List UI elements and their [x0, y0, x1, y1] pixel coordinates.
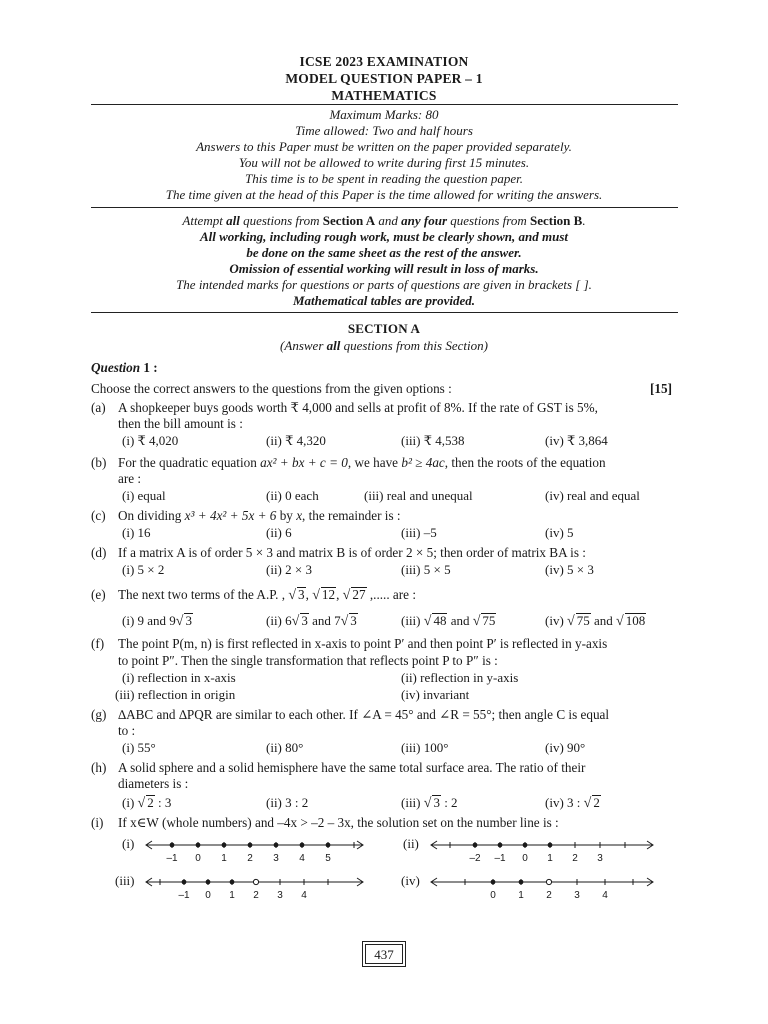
- solid-dot: [182, 880, 187, 885]
- solid-dot: [498, 843, 503, 848]
- solid-dot: [548, 843, 553, 848]
- solid-dot: [326, 843, 331, 848]
- divider: [91, 312, 678, 313]
- qd-option-3: (iii) 5 × 5: [401, 562, 451, 577]
- page-number-box: [362, 941, 406, 967]
- qd-text: If a matrix A is of order 5 × 3 and matrix B is of order 2 × 5; then order of matrix BA is :: [118, 545, 586, 560]
- qd-tag: (d): [91, 545, 107, 560]
- tick-label: 5: [325, 853, 331, 864]
- qc-option-3: (iii) –5: [401, 525, 437, 540]
- time-allowed: Time allowed: Two and half hours: [295, 123, 473, 138]
- tick-label: 3: [597, 853, 603, 864]
- tick-label: 1: [547, 853, 553, 864]
- qb-option-1: (i) equal: [122, 488, 166, 503]
- tick-label: 4: [299, 853, 305, 864]
- qc-text: On dividing x³ + 4x² + 5x + 6 by x, the remainder is :: [118, 508, 401, 523]
- number-line-1-label: (i): [122, 836, 135, 851]
- qa-text-1: A shopkeeper buys goods worth ₹ 4,000 and sells at profit of 8%. If the rate of GST is 5%,: [118, 400, 598, 415]
- qg-option-2: (ii) 80°: [266, 740, 304, 755]
- number-line-2: [427, 836, 657, 866]
- tick-label: 1: [518, 890, 524, 901]
- divider: [91, 207, 678, 208]
- instruction-4: Omission of essential working will result in loss of marks.: [229, 261, 539, 276]
- qb-option-4: (iv) real and equal: [545, 488, 640, 503]
- open-dot: [253, 879, 258, 884]
- qe-option-3: (iii) √ 48 and √ 75: [401, 613, 496, 629]
- solid-dot: [300, 843, 305, 848]
- tick-label: 0: [490, 890, 496, 901]
- tick-label: –1: [494, 853, 506, 864]
- number-line-4: [427, 873, 657, 903]
- qe-tag: (e): [91, 587, 106, 602]
- qg-text-2: to :: [118, 723, 136, 738]
- qc-option-4: (iv) 5: [545, 525, 574, 540]
- instruction-6: Mathematical tables are provided.: [293, 293, 475, 308]
- qh-option-4: (iv) 3 : √ 2: [545, 795, 600, 811]
- solid-dot: [519, 880, 524, 885]
- qe-text: The next two terms of the A.P. , √ 3, √ 12, √ 27 ,..... are :: [118, 587, 416, 603]
- paper-title: MODEL QUESTION PAPER – 1: [285, 71, 483, 86]
- qa-tag: (a): [91, 400, 106, 415]
- number-line-1: [142, 836, 367, 866]
- qg-option-3: (iii) 100°: [401, 740, 449, 755]
- solid-dot: [274, 843, 279, 848]
- qf-option-4: (iv) invariant: [401, 687, 470, 702]
- tick-label: 4: [301, 890, 307, 901]
- answers-note: Answers to this Paper must be written on the paper provided separately.: [196, 139, 572, 154]
- qb-option-3: (iii) real and unequal: [364, 488, 473, 503]
- tick-label: 4: [602, 890, 608, 901]
- solid-dot: [196, 843, 201, 848]
- solid-dot: [170, 843, 175, 848]
- qg-text-1: ∆ABC and ∆PQR are similar to each other. If ∠A = 45° and ∠R = 55°; then angle C is equal: [118, 707, 610, 722]
- tick-label: 1: [221, 853, 227, 864]
- number-line-3: [142, 873, 367, 903]
- qf-text-1: The point P(m, n) is first reflected in x-axis to point P′ and then point P′ is reflected in y-axis: [118, 636, 608, 651]
- qd-option-4: (iv) 5 × 3: [545, 562, 594, 577]
- question-label: Question 1 :: [91, 360, 158, 375]
- number-line-3-label: (iii): [115, 873, 135, 888]
- max-marks: Maximum Marks: 80: [329, 107, 439, 122]
- qg-tag: (g): [91, 707, 107, 722]
- instruction-1: Attempt all questions from Section A and any four questions from Section B.: [182, 213, 586, 228]
- qf-option-2: (ii) reflection in y-axis: [401, 670, 519, 685]
- solid-dot: [523, 843, 528, 848]
- tick-label: 3: [574, 890, 580, 901]
- tick-label: 0: [205, 890, 211, 901]
- open-dot: [546, 879, 551, 884]
- qi-text: If x∈W (whole numbers) and –4x > –2 – 3x, the solution set on the number line is :: [118, 815, 559, 830]
- solid-dot: [230, 880, 235, 885]
- qf-option-3: (iii) reflection in origin: [115, 687, 236, 702]
- not-allowed-note: You will not be allowed to write during first 15 minutes.: [238, 155, 530, 170]
- tick-label: –1: [178, 890, 190, 901]
- qd-option-1: (i) 5 × 2: [122, 562, 165, 577]
- tick-label: –2: [469, 853, 481, 864]
- question-marks: [15]: [650, 381, 672, 396]
- qc-option-1: (i) 16: [122, 525, 151, 540]
- solid-dot: [491, 880, 496, 885]
- qf-option-1: (i) reflection in x-axis: [122, 670, 236, 685]
- qb-text-1: For the quadratic equation ax² + bx + c = 0, we have b² ≥ 4ac, then the roots of the equation: [118, 455, 606, 470]
- number-line-4-label: (iv): [401, 873, 420, 888]
- solid-dot: [206, 880, 211, 885]
- qe-option-4: (iv) √ 75 and √ 108: [545, 613, 646, 629]
- qa-text-2: then the bill amount is :: [118, 416, 243, 431]
- qf-tag: (f): [91, 636, 105, 651]
- instruction-3: be done on the same sheet as the rest of the answer.: [246, 245, 522, 260]
- qa-option-4: (iv) ₹ 3,864: [545, 433, 608, 448]
- tick-label: 2: [253, 890, 259, 901]
- qf-text-2: to point P″. Then the single transformation that reflects point P to P″ is :: [118, 653, 498, 668]
- qe-option-2: (ii) 6√ 3 and 7√ 3: [266, 613, 357, 629]
- qb-text-2: are :: [118, 471, 142, 486]
- tick-label: 2: [546, 890, 552, 901]
- time-given-note: The time given at the head of this Paper is the time allowed for writing the answers.: [165, 187, 603, 202]
- question-intro: Choose the correct answers to the questions from the given options :: [91, 381, 452, 396]
- qb-tag: (b): [91, 455, 107, 470]
- qe-option-1: (i) 9 and 9√ 3: [122, 613, 192, 629]
- exam-title: ICSE 2023 EXAMINATION: [299, 54, 469, 69]
- tick-label: 0: [522, 853, 528, 864]
- qd-option-2: (ii) 2 × 3: [266, 562, 312, 577]
- qa-option-1: (i) ₹ 4,020: [122, 433, 179, 448]
- solid-dot: [473, 843, 478, 848]
- divider: [91, 104, 678, 105]
- qh-tag: (h): [91, 760, 107, 775]
- section-subtitle: (Answer all questions from this Section): [280, 338, 488, 353]
- tick-label: 3: [273, 853, 279, 864]
- reading-note: This time is to be spent in reading the question paper.: [245, 171, 523, 186]
- subject-title: MATHEMATICS: [331, 88, 437, 103]
- instruction-2: All working, including rough work, must be clearly shown, and must: [199, 229, 569, 244]
- qc-tag: (c): [91, 508, 106, 523]
- number-line-2-label: (ii): [403, 836, 419, 851]
- qh-option-3: (iii) √ 3 : 2: [401, 795, 458, 811]
- tick-label: 1: [229, 890, 235, 901]
- tick-label: 2: [247, 853, 253, 864]
- tick-label: 0: [195, 853, 201, 864]
- qi-tag: (i): [91, 815, 104, 830]
- tick-label: 2: [572, 853, 578, 864]
- qh-option-2: (ii) 3 : 2: [266, 795, 309, 810]
- solid-dot: [222, 843, 227, 848]
- qh-option-1: (i) √ 2 : 3: [122, 795, 172, 811]
- page-number: 437: [365, 944, 403, 964]
- qc-option-2: (ii) 6: [266, 525, 292, 540]
- tick-label: –1: [166, 853, 178, 864]
- qg-option-1: (i) 55°: [122, 740, 156, 755]
- qa-option-2: (ii) ₹ 4,320: [266, 433, 326, 448]
- solid-dot: [248, 843, 253, 848]
- instruction-5: The intended marks for questions or parts of questions are given in brackets [ ].: [176, 277, 592, 292]
- qh-text-2: diameters is :: [118, 776, 189, 791]
- section-title: SECTION A: [347, 321, 421, 336]
- qb-option-2: (ii) 0 each: [266, 488, 319, 503]
- qg-option-4: (iv) 90°: [545, 740, 586, 755]
- tick-label: 3: [277, 890, 283, 901]
- qh-text-1: A solid sphere and a solid hemisphere have the same total surface area. The ratio of their: [118, 760, 586, 775]
- qa-option-3: (iii) ₹ 4,538: [401, 433, 465, 448]
